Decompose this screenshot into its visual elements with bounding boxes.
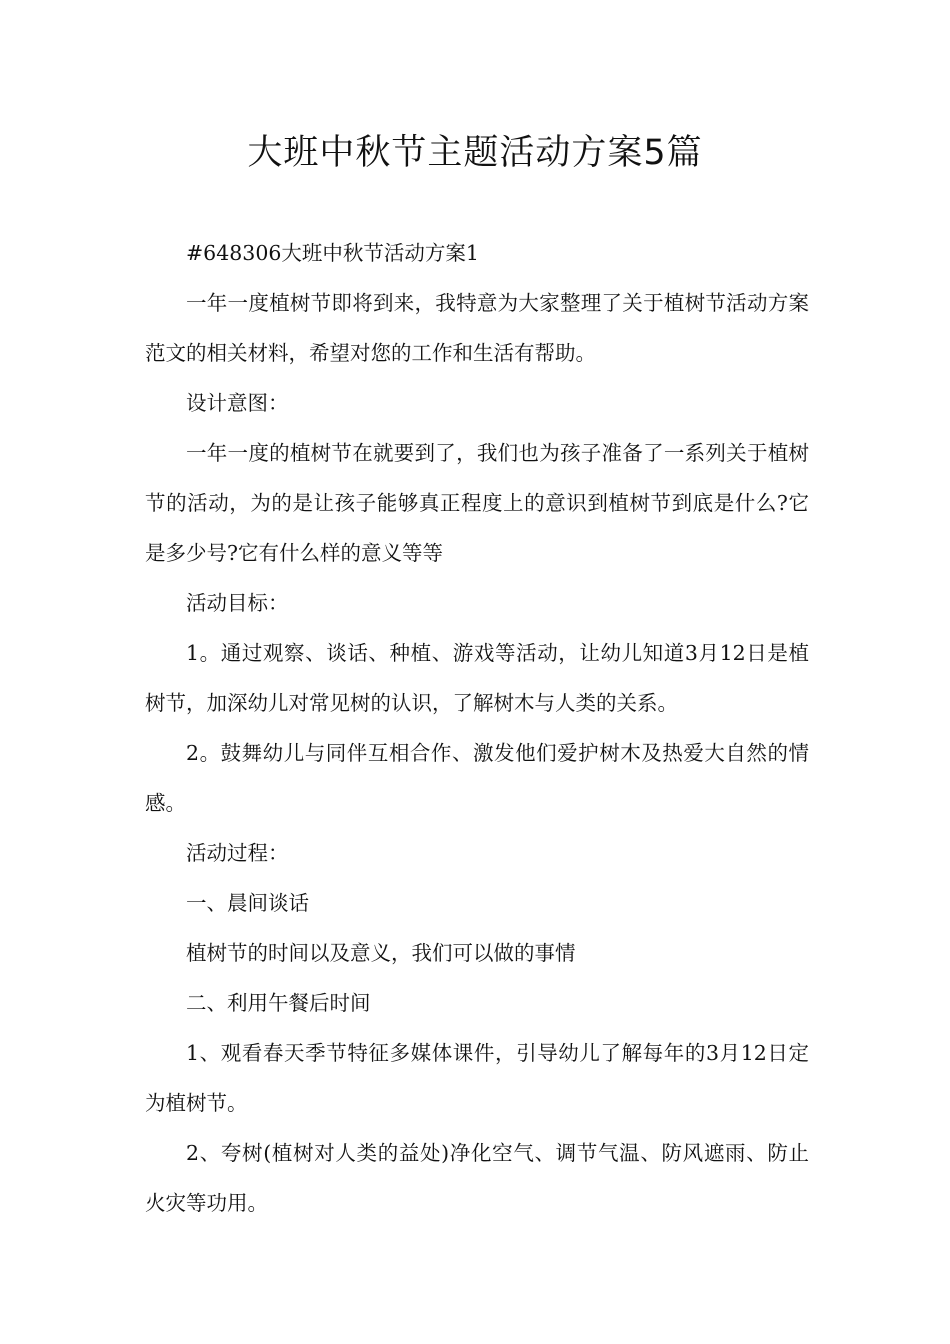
paragraph-design-intent: 一年一度的植树节在就要到了，我们也为孩子准备了一系列关于植树节的活动，为的是让孩子能够真正程度上的意识到植树节到底是什么?它是多少号?它有什么样的意义等等 xyxy=(145,441,809,565)
paragraph-morning-talk: 植树节的时间以及意义，我们可以做的事情 xyxy=(186,941,576,965)
heading-morning-talk: 一、晨间谈话 xyxy=(186,891,309,915)
heading-after-lunch: 二、利用午餐后时间 xyxy=(186,991,371,1015)
heading-process: 活动过程： xyxy=(186,841,289,865)
document-body xyxy=(145,228,809,1228)
heading-design-intent: 设计意图： xyxy=(186,391,289,415)
paragraph-subtitle: #648306大班中秋节活动方案1 xyxy=(186,241,479,265)
paragraph-step-2: 2、夸树(植树对人类的益处)净化空气、调节气温、防风遮雨、防止火灾等功用。 xyxy=(145,1141,809,1215)
paragraph-goal-2: 2。鼓舞幼儿与同伴互相合作、激发他们爱护树木及热爱大自然的情感。 xyxy=(145,741,809,815)
heading-goals: 活动目标： xyxy=(186,591,289,615)
paragraph-step-1: 1、观看春天季节特征多媒体课件，引导幼儿了解每年的3月12日定为植树节。 xyxy=(145,1041,809,1115)
paragraph-intro: 一年一度植树节即将到来，我特意为大家整理了关于植树节活动方案范文的相关材料，希望对您的工作和生活有帮助。 xyxy=(145,291,809,365)
paragraph-goal-1: 1。通过观察、谈话、种植、游戏等活动，让幼儿知道3月12日是植树节，加深幼儿对常见树的认识，了解树木与人类的关系。 xyxy=(145,641,809,715)
document-title: 大班中秋节主题活动方案5篇 xyxy=(247,133,703,173)
